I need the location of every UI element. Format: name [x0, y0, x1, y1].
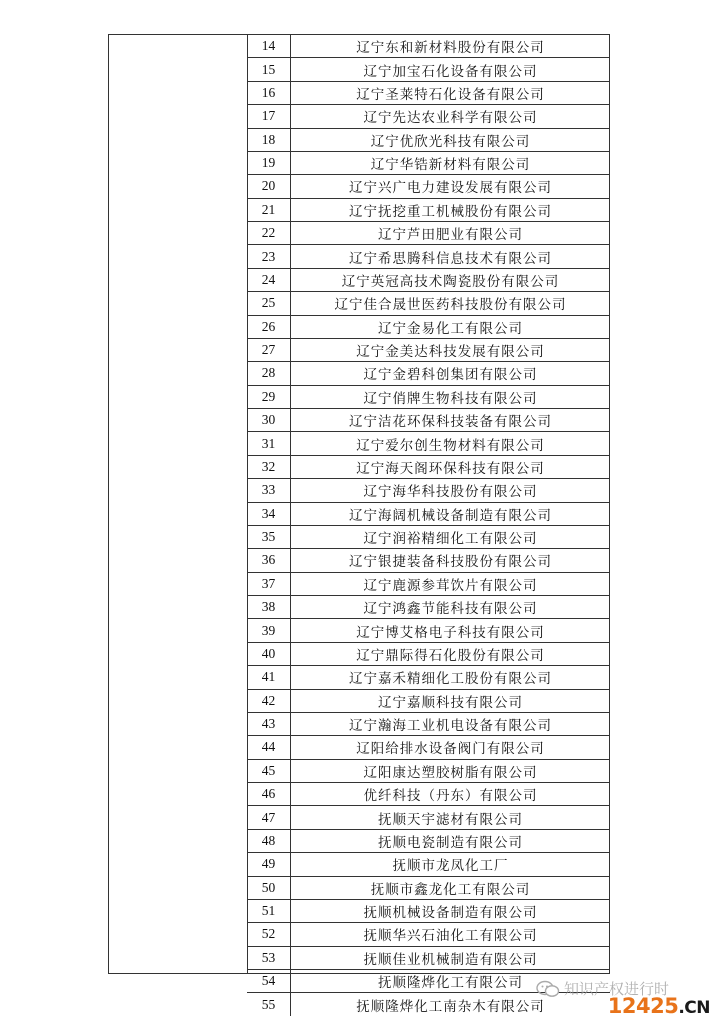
row-number: 48 — [247, 829, 291, 852]
row-number: 40 — [247, 642, 291, 665]
company-name: 辽宁嘉顺科技有限公司 — [291, 689, 611, 712]
row-number: 15 — [247, 58, 291, 81]
table-row — [247, 876, 610, 899]
company-list-table — [108, 34, 610, 1015]
company-name: 辽宁润裕精细化工有限公司 — [291, 525, 611, 548]
row-number: 21 — [247, 198, 291, 221]
watermark-site-suffix: .CN — [678, 998, 710, 1018]
row-number: 51 — [247, 899, 291, 922]
table-row — [247, 35, 610, 58]
row-number: 18 — [247, 128, 291, 151]
company-list-body — [247, 35, 610, 1016]
company-name: 辽宁鼎际得石化股份有限公司 — [291, 642, 611, 665]
row-number: 14 — [247, 35, 291, 58]
row-number: 41 — [247, 666, 291, 689]
row-number: 31 — [247, 432, 291, 455]
watermark — [536, 972, 720, 1018]
company-name: 辽宁优欣光科技有限公司 — [291, 128, 611, 151]
company-name: 辽宁兴广电力建设发展有限公司 — [291, 175, 611, 198]
watermark-site — [608, 994, 710, 1018]
watermark-account-name: 知识产权进行时 — [564, 980, 670, 998]
table-row — [247, 619, 610, 642]
company-name: 抚顺市龙凤化工厂 — [291, 853, 611, 876]
company-name: 辽宁海阔机械设备制造有限公司 — [291, 502, 611, 525]
company-name: 辽宁圣莱特石化设备有限公司 — [291, 81, 611, 104]
row-number: 19 — [247, 151, 291, 174]
company-name: 辽宁瀚海工业机电设备有限公司 — [291, 712, 611, 735]
row-number: 26 — [247, 315, 291, 338]
table-row — [247, 853, 610, 876]
company-name: 辽宁银捷装备科技股份有限公司 — [291, 549, 611, 572]
company-name: 抚顺市鑫龙化工有限公司 — [291, 876, 611, 899]
watermark-site-number: 12425 — [607, 994, 679, 1018]
row-number: 24 — [247, 268, 291, 291]
row-number: 22 — [247, 222, 291, 245]
table-row — [247, 712, 610, 735]
table-row — [247, 105, 610, 128]
table-row — [247, 58, 610, 81]
row-number: 55 — [247, 993, 291, 1016]
table-row — [247, 81, 610, 104]
row-number: 42 — [247, 689, 291, 712]
company-name: 抚顺佳业机械制造有限公司 — [291, 946, 611, 969]
row-number: 49 — [247, 853, 291, 876]
table-row — [247, 222, 610, 245]
table-row — [247, 783, 610, 806]
company-name: 辽宁先达农业科学有限公司 — [291, 105, 611, 128]
table-row — [247, 338, 610, 361]
row-number: 46 — [247, 783, 291, 806]
company-name: 辽宁抚挖重工机械股份有限公司 — [291, 198, 611, 221]
row-number: 17 — [247, 105, 291, 128]
row-number: 20 — [247, 175, 291, 198]
table-row — [247, 362, 610, 385]
row-number: 38 — [247, 596, 291, 619]
company-name: 辽宁金碧科创集团有限公司 — [291, 362, 611, 385]
company-name: 辽宁加宝石化设备有限公司 — [291, 58, 611, 81]
row-number: 28 — [247, 362, 291, 385]
table-row — [247, 642, 610, 665]
company-name: 辽宁金美达科技发展有限公司 — [291, 338, 611, 361]
table-row — [247, 385, 610, 408]
company-name: 辽宁嘉禾精细化工股份有限公司 — [291, 666, 611, 689]
table-row — [247, 409, 610, 432]
row-number: 36 — [247, 549, 291, 572]
table-row — [247, 432, 610, 455]
table-row — [247, 899, 610, 922]
row-number: 16 — [247, 81, 291, 104]
row-number: 39 — [247, 619, 291, 642]
company-name: 辽宁佳合晟世医药科技股份有限公司 — [291, 292, 611, 315]
row-number: 30 — [247, 409, 291, 432]
table-row — [247, 151, 610, 174]
company-name: 辽宁东和新材料股份有限公司 — [291, 35, 611, 58]
wechat-icon — [536, 980, 560, 998]
table-row — [247, 525, 610, 548]
row-number: 29 — [247, 385, 291, 408]
company-name: 辽阳给排水设备阀门有限公司 — [291, 736, 611, 759]
table-row — [247, 666, 610, 689]
table-row — [247, 689, 610, 712]
row-number: 44 — [247, 736, 291, 759]
company-name: 辽宁华锆新材料有限公司 — [291, 151, 611, 174]
table-row — [247, 245, 610, 268]
company-name: 抚顺电瓷制造有限公司 — [291, 829, 611, 852]
table-row — [247, 292, 610, 315]
row-number: 47 — [247, 806, 291, 829]
row-number: 35 — [247, 525, 291, 548]
table-row — [247, 946, 610, 969]
company-name: 辽宁海天阁环保科技有限公司 — [291, 455, 611, 478]
company-name: 辽宁爱尔创生物材料有限公司 — [291, 432, 611, 455]
company-name: 辽宁芦田肥业有限公司 — [291, 222, 611, 245]
table-row — [247, 455, 610, 478]
table-row — [247, 502, 610, 525]
row-number: 50 — [247, 876, 291, 899]
company-name: 抚顺隆烨化工南杂木有限公司 — [356, 998, 545, 1015]
row-number: 52 — [247, 923, 291, 946]
company-name: 辽宁鸿鑫节能科技有限公司 — [291, 596, 611, 619]
table-row — [247, 923, 610, 946]
company-name: 抚顺华兴石油化工有限公司 — [291, 923, 611, 946]
row-number: 34 — [247, 502, 291, 525]
company-name: 辽宁希思腾科信息技术有限公司 — [291, 245, 611, 268]
row-number: 27 — [247, 338, 291, 361]
company-name: 抚顺天宇滤材有限公司 — [291, 806, 611, 829]
table-row — [247, 479, 610, 502]
company-name: 抚顺机械设备制造有限公司 — [291, 899, 611, 922]
row-number: 32 — [247, 455, 291, 478]
company-name: 辽宁英冠高技术陶瓷股份有限公司 — [291, 268, 611, 291]
company-name: 辽阳康达塑胶树脂有限公司 — [291, 759, 611, 782]
company-name: 辽宁洁花环保科技装备有限公司 — [291, 409, 611, 432]
table-row — [247, 198, 610, 221]
company-name: 抚顺隆烨化工有限公司 — [291, 970, 611, 993]
row-number: 43 — [247, 712, 291, 735]
table-row — [247, 806, 610, 829]
table-row — [247, 175, 610, 198]
table-row — [247, 596, 610, 619]
company-name: 辽宁鹿源参茸饮片有限公司 — [291, 572, 611, 595]
table-row — [247, 829, 610, 852]
company-name: 辽宁海华科技股份有限公司 — [291, 479, 611, 502]
row-number: 54 — [247, 970, 291, 993]
table-row — [247, 549, 610, 572]
row-number: 33 — [247, 479, 291, 502]
row-number: 53 — [247, 946, 291, 969]
row-number: 45 — [247, 759, 291, 782]
table-row — [247, 759, 610, 782]
table-row — [247, 315, 610, 338]
company-name: 优纤科技（丹东）有限公司 — [291, 783, 611, 806]
row-number: 23 — [247, 245, 291, 268]
row-number: 25 — [247, 292, 291, 315]
company-name: 辽宁俏牌生物科技有限公司 — [291, 385, 611, 408]
company-name: 辽宁博艾格电子科技有限公司 — [291, 619, 611, 642]
table-row — [247, 572, 610, 595]
table-row — [247, 268, 610, 291]
row-number: 37 — [247, 572, 291, 595]
company-name: 辽宁金易化工有限公司 — [291, 315, 611, 338]
table-row — [247, 128, 610, 151]
table-row — [247, 736, 610, 759]
